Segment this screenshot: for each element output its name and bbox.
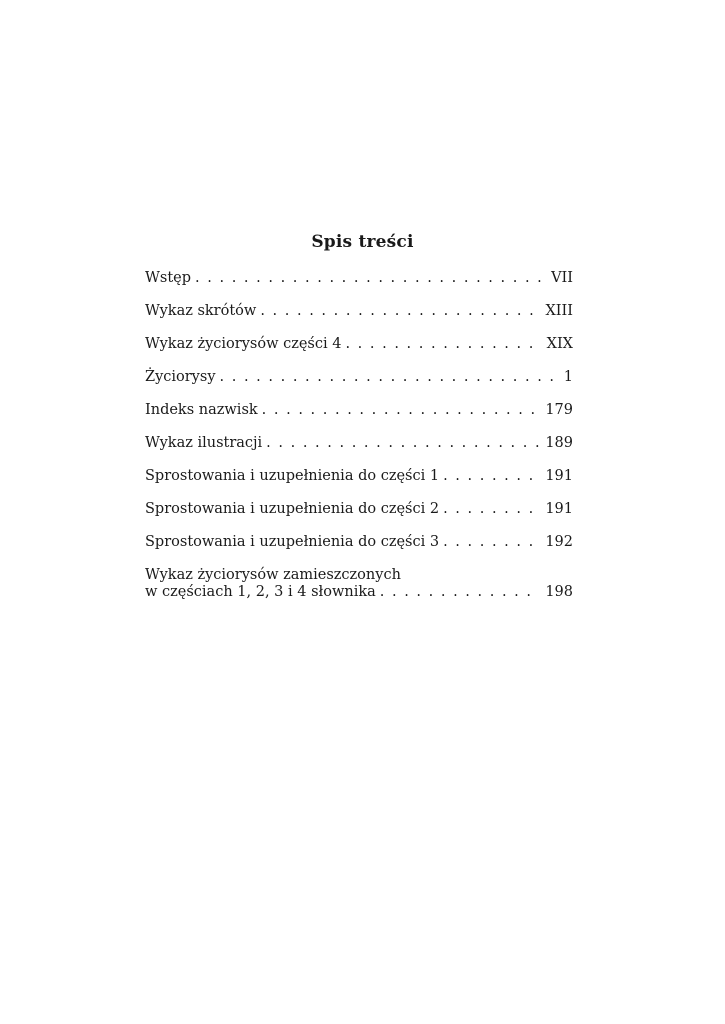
page-title: Spis treści bbox=[311, 232, 414, 252]
dot-leader bbox=[220, 369, 558, 386]
dot-leader bbox=[443, 468, 539, 485]
toc-entry bbox=[145, 303, 573, 320]
dot-leader bbox=[443, 534, 539, 551]
toc-entry-page: 189 bbox=[545, 435, 573, 451]
dot-leader bbox=[195, 270, 545, 287]
toc-entry-label-line2: w częściach 1, 2, 3 i 4 słownika bbox=[145, 584, 376, 600]
toc-entry bbox=[145, 468, 573, 485]
toc-entry bbox=[145, 435, 573, 452]
toc-entry bbox=[145, 336, 573, 353]
toc-entry-label: Sprostowania i uzupełnienia do części 2 bbox=[145, 501, 440, 517]
table-of-contents bbox=[145, 270, 573, 617]
toc-entry-page: 192 bbox=[545, 534, 573, 550]
toc-entry bbox=[145, 270, 573, 287]
dot-leader bbox=[443, 501, 539, 518]
toc-entry-page: 179 bbox=[545, 402, 573, 418]
toc-entry bbox=[145, 567, 573, 601]
toc-entry-label: Życiorysy bbox=[145, 369, 216, 385]
toc-entry-label: Wykaz życiorysów części 4 bbox=[145, 336, 342, 352]
dot-leader bbox=[260, 303, 539, 320]
toc-entry-label: Sprostowania i uzupełnienia do części 3 bbox=[145, 534, 440, 550]
dot-leader bbox=[345, 336, 540, 353]
toc-entry bbox=[145, 534, 573, 551]
toc-entry-page: 198 bbox=[545, 584, 573, 600]
toc-entry-label: Indeks nazwisk bbox=[145, 402, 258, 418]
toc-entry-page: XIII bbox=[545, 303, 573, 319]
toc-entry-label: Sprostowania i uzupełnienia do części 1 bbox=[145, 468, 440, 484]
toc-entry-label: Wstęp bbox=[145, 270, 192, 286]
dot-leader bbox=[262, 402, 540, 419]
dot-leader bbox=[380, 584, 540, 601]
toc-entry-page: XIX bbox=[546, 336, 573, 352]
toc-entry-label-line1: Wykaz życiorysów zamieszczonych bbox=[145, 567, 401, 583]
toc-entry-label: Wykaz ilustracji bbox=[145, 435, 263, 451]
toc-entry bbox=[145, 369, 573, 386]
toc-entry-page: 191 bbox=[545, 501, 573, 517]
dot-leader bbox=[266, 435, 539, 452]
toc-entry-page: 191 bbox=[545, 468, 573, 484]
toc-entry-label: Wykaz skrótów bbox=[145, 303, 257, 319]
toc-entry-page: VII bbox=[551, 270, 573, 286]
toc-entry-page: 1 bbox=[563, 369, 573, 385]
toc-entry bbox=[145, 501, 573, 518]
toc-entry bbox=[145, 402, 573, 419]
